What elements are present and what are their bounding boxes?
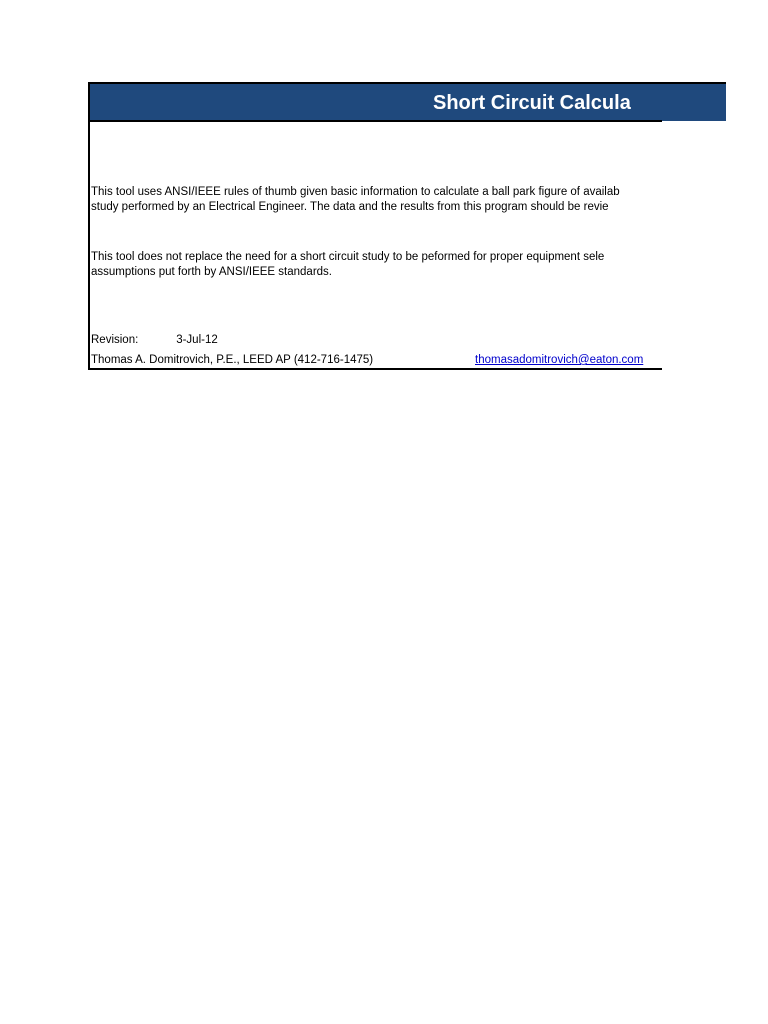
email-link[interactable]: thomasadomitrovich@eaton.com [475,354,644,366]
intro-line-2: study performed by an Electrical Engineer. The data and the results from this program should be revie [91,201,609,213]
revision-label: Revision: [91,334,139,346]
title-divider [88,120,662,122]
disclaimer-line-2: assumptions put forth by ANSI/IEEE standards. [91,266,332,278]
intro-line-1: This tool uses ANSI/IEEE rules of thumb given basic information to calculate a ball park figure of availab [91,186,620,198]
intro-paragraph [91,185,662,215]
disclaimer-line-1: This tool does not replace the need for a short circuit study to be peformed for proper equipment sele [91,251,605,263]
page-title: Short Circuit Calcula [433,92,631,114]
author-name: Thomas A. Domitrovich, P.E., LEED AP (412-716-1475) [91,354,374,366]
spreadsheet-content-area [88,82,662,370]
author-row [91,353,662,368]
revision-date: 3-Jul-12 [176,334,218,346]
disclaimer-paragraph [91,250,662,280]
revision-row [91,333,218,348]
